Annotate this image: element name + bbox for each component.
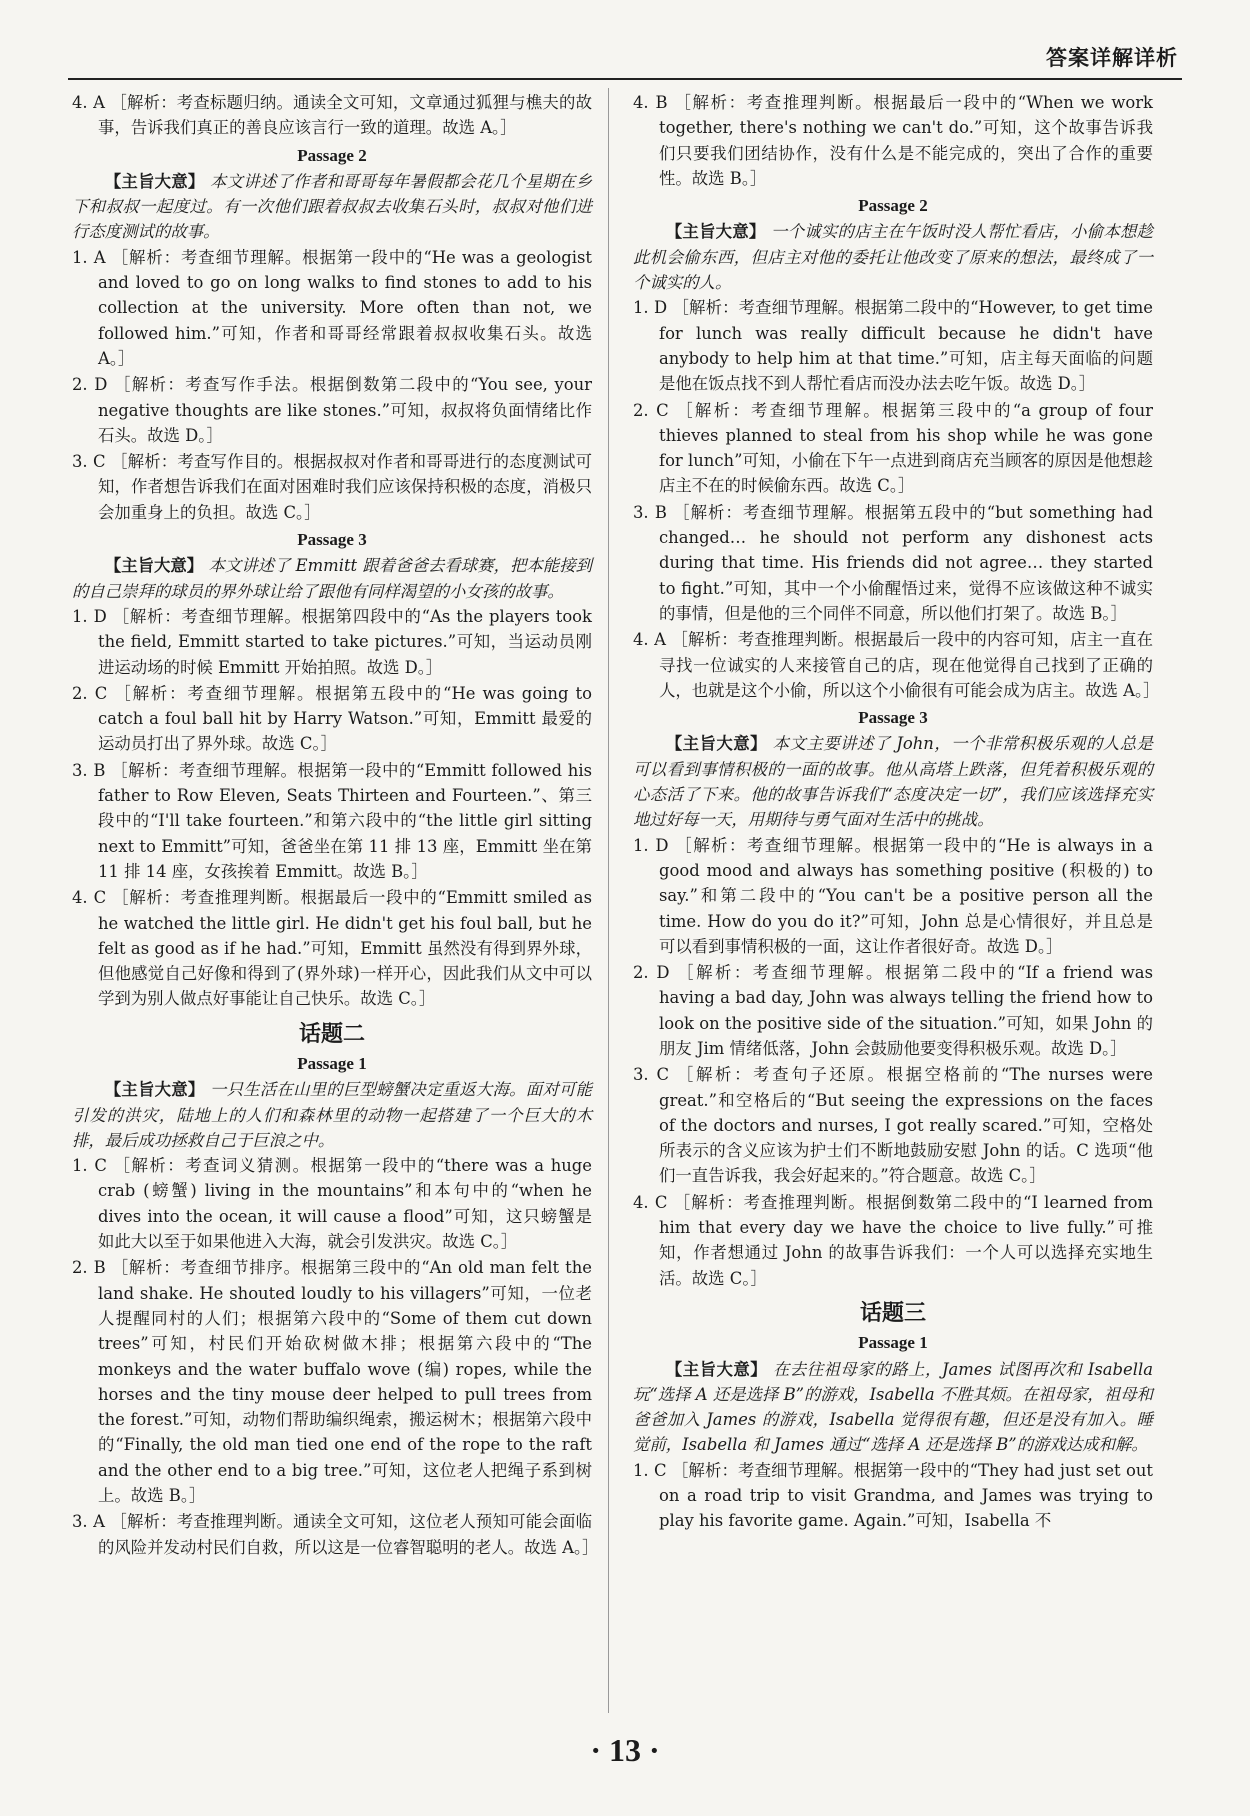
- main-idea: [633, 731, 1153, 832]
- main-idea-label: 【主旨大意】: [665, 734, 767, 754]
- page-header: [68, 38, 1182, 80]
- answer-item: 3. B ［解析：考查细节理解。根据第一段中的“Emmitt followed his father to Row Eleven, Seats Thirteen and Fourteen.”、第三段中的“I'll take fourteen.”和第六段中的“the little girl sitting next to Emmitt”可知，爸爸坐在第 11 排 13 座，Emmitt 坐在第 11 排 14 座，女孩挨着 Emmitt。故选 B。］: [72, 760, 592, 881]
- passage-heading: Passage 1: [858, 1333, 928, 1353]
- passage-heading: Passage 3: [297, 530, 367, 550]
- main-idea: [633, 1357, 1153, 1458]
- answer-item: 1. D ［解析：考查细节理解。根据第二段中的“However, to get time for lunch was really difficult because he didn't have anybody to help him at that time.”可知，店主每天面临的问题是他在饭点找不到人帮忙看店而没办法去吃午饭。故选 D。］: [633, 298, 1153, 394]
- main-idea: [72, 553, 592, 604]
- topic-heading: 话题三: [859, 1300, 926, 1326]
- answer-item: 3. C ［解析：考查写作目的。根据叔叔对作者和哥哥进行的态度测试可知，作者想告诉我们在面对困难时我们应该保持积极的态度，消极只会加重身上的负担。故选 C。］: [72, 452, 592, 522]
- main-idea-label: 【主旨大意】: [665, 1359, 768, 1379]
- answer-item: 4. A ［解析：考查标题归纳。通读全文可知，文章通过狐狸与樵夫的故事，告诉我们真正的善良应该言行一致的道理。故选 A。］: [72, 93, 592, 138]
- answer-item: 3. C ［解析：考查句子还原。根据空格前的“The nurses were great.”和空格后的“But seeing the expressions on the faces of the doctors and nurses, I got really scared.”可知，空格处所表示的含义应该为护士们不断地鼓励安慰 John 的话。C 选项“他们一直告诉我，我会好起来的。”符合题意。故选 C。］: [633, 1065, 1153, 1186]
- answer-item: 3. B ［解析：考查细节理解。根据第五段中的“but something had changed… he should not perform any dishonest acts during that time. His friends did not agree… they started to fight.”可知，其中一个小偷醒悟过来，觉得不应该做这种不诚实的事情，但是他的三个同伴不同意，所以他们打架了。故选 B。］: [633, 502, 1153, 623]
- answer-item: 2. D ［解析：考查写作手法。根据倒数第二段中的“You see, your negative thoughts are like stones.”可知，叔叔将负面情绪比作石头。故选 D。］: [72, 375, 592, 445]
- answer-item: 2. D ［解析：考查细节理解。根据第二段中的“If a friend was having a bad day, John was always telling the friend how to look on the positive side of the situation.”可知，如果 John 的朋友 Jim 情绪低落，John 会鼓励他要变得积极乐观。故选 D。］: [633, 963, 1153, 1058]
- passage-heading: Passage 3: [858, 708, 928, 728]
- main-idea-label: 【主旨大意】: [665, 222, 766, 242]
- answer-item: 4. B ［解析：考查推理判断。根据最后一段中的“When we work together, there's nothing we can't do.”可知，这个故事告诉我们只要我们团结协作，没有什么是不能完成的，突出了合作的重要性。故选 B。］: [633, 93, 1153, 188]
- answer-item: 4. C ［解析：考查推理判断。根据最后一段中的“Emmitt smiled as he watched the little girl. He didn't get his foul ball, but he felt as good as if he had.”可知，Emmitt 虽然没有得到界外球，但他感觉自己好像和得到了(界外球)一样开心，因此我们从文中可以学到为别人做点好事能让自己快乐。故选 C。］: [72, 888, 592, 1009]
- column-divider: [608, 88, 609, 1713]
- main-idea-text: 一个诚实的店主在午饭时没人帮忙看店，小偷本想趁此机会偷东西，但店主对他的委托让他改变了原来的想法，最终成了一个诚实的人。: [633, 222, 1154, 293]
- answer-item: 2. C ［解析：考查细节理解。根据第三段中的“a group of four thieves planned to steal from his shop while he was gone for lunch”可知，小偷在下午一点进到商店充当顾客的原因是他想趁店主不在的时候偷东西。故选 C。］: [633, 400, 1153, 496]
- answer-item: 1. C ［解析：考查细节理解。根据第一段中的“They had just set out on a road trip to visit Grandma, and James was trying to play his favorite game. Again.”可知，Isabella 不: [633, 1460, 1153, 1531]
- main-idea-text: 本文讲述了作者和哥哥每年暑假都会花几个星期在乡下和叔叔一起度过。有一次他们跟着叔叔去收集石头时，叔叔对他们进行态度测试的故事。: [72, 171, 593, 242]
- main-idea-label: 【主旨大意】: [104, 171, 205, 191]
- main-idea: [633, 219, 1153, 295]
- answer-item: 2. C ［解析：考查细节理解。根据第五段中的“He was going to catch a foul ball hit by Harry Watson.”可知，Emmitt 最爱的运动员打出了界外球。故选 C。］: [72, 683, 592, 754]
- main-idea: [72, 1077, 592, 1153]
- main-idea-text: 一只生活在山里的巨型螃蟹决定重返大海。面对可能引发的洪灾，陆地上的人们和森林里的动物一起搭建了一个巨大的木排，最后成功拯救自己于巨浪之中。: [72, 1080, 593, 1150]
- passage-heading: Passage 1: [297, 1053, 367, 1073]
- passage-heading: Passage 2: [858, 196, 928, 216]
- answer-item: 1. D ［解析：考查细节理解。根据第一段中的“He is always in a good mood and always has something positive (积极的) to say.”和第二段中的“You can't be a positive person all the time. How do you do it?”可知，John 总是心情很好，并且总是可以看到事情积极的一面，这让作者很好奇。故选 D。］: [633, 835, 1153, 956]
- answer-item: 2. B ［解析：考查细节排序。根据第三段中的“An old man felt the land shake. He shouted loudly to his villagers”可知，一位老人提醒同村的人们；根据第六段中的“Some of them cut down trees”可知，村民们开始砍树做木排；根据第六段中的“The monkeys and the water buffalo wove (编) ropes, while the horses and the tiny mouse deer helped to pull trees from the forest.”可知，动物们帮助编织绳索，搬运树木；根据第六段中的“Finally, the old man tied one end of the rope to the raft and the other end to a big tree.”可知，这位老人把绳子系到树上。故选 B。］: [72, 1258, 592, 1506]
- answer-item: 4. A ［解析：考查推理判断。根据最后一段中的内容可知，店主一直在寻找一位诚实的人来接管自己的店，现在他觉得自己找到了正确的人，也就是这个小偷，所以这个小偷很有可能会成为店主。故选 A。］: [633, 630, 1160, 700]
- answer-item: 1. D ［解析：考查细节理解。根据第四段中的“As the players took the field, Emmitt started to take pictures.”可知，当运动员刚进运动场的时候 Emmitt 开始拍照。故选 D。］: [72, 606, 592, 677]
- passage-heading: Passage 2: [297, 145, 367, 165]
- answer-item: 1. C ［解析：考查词义猜测。根据第一段中的“there was a huge crab (螃蟹) living in the mountains”和本句中的“when he dives into the ocean, it will cause a flood”可知，这只螃蟹是如此大以至于如果他进入大海，就会引发洪灾。故选 C。］: [72, 1156, 592, 1252]
- answer-item: 3. A ［解析：考查推理判断。通读全文可知，这位老人预知可能会面临的风险并发动村民们自救，所以这是一位睿智聪明的老人。故选 A。］: [72, 1512, 599, 1557]
- main-idea-text: 本文主要讲述了 John，一个非常积极乐观的人总是可以看到事情积极的一面的故事。他从高塔上跌落，但凭着积极乐观的心态活了下来。他的故事告诉我们“态度决定一切”，我们应该选择充实地过好每一天，用期待与勇气面对生活中的挑战。: [633, 734, 1153, 830]
- topic-heading: 话题二: [298, 1021, 365, 1047]
- answer-item: 4. C ［解析：考查推理判断。根据倒数第二段中的“I learned from him that every day we have the choice to live fully.”可推知，作者想通过 John 的故事告诉我们：一个人可以选择充实地生活。故选 C。］: [633, 1192, 1153, 1288]
- main-idea-text: 在去往祖母家的路上，James 试图再次和 Isabella 玩“选择 A 还是选择 B”的游戏，Isabella 不胜其烦。在祖母家，祖母和爸爸加入 James 的游戏，Isabella 觉得很有趣，但还是没有加入。睡觉前，Isabella 和 James 通过“选择 A 还是选择 B”的游戏达成和解。: [633, 1359, 1154, 1455]
- header-title: 答案详解详析: [1046, 46, 1178, 70]
- main-idea-label: 【主旨大意】: [104, 1080, 205, 1100]
- main-idea-label: 【主旨大意】: [104, 556, 204, 576]
- right-column: [633, 90, 1160, 1535]
- page-number: · 13 ·: [590, 1732, 660, 1768]
- answer-item: 1. A ［解析：考查细节理解。根据第一段中的“He was a geologist and loved to go on long walks to find stones to add to his collection at the university. More often than not, we followed him.”可知，作者和哥哥经常跟着叔叔收集石头。故选 A。］: [72, 247, 592, 368]
- main-idea: [72, 169, 592, 245]
- left-column: [72, 90, 599, 1561]
- main-idea-text: 本文讲述了 Emmitt 跟着爸爸去看球赛，把本能接到的自己崇拜的球员的界外球让给了跟他有同样渴望的小女孩的故事。: [72, 556, 592, 601]
